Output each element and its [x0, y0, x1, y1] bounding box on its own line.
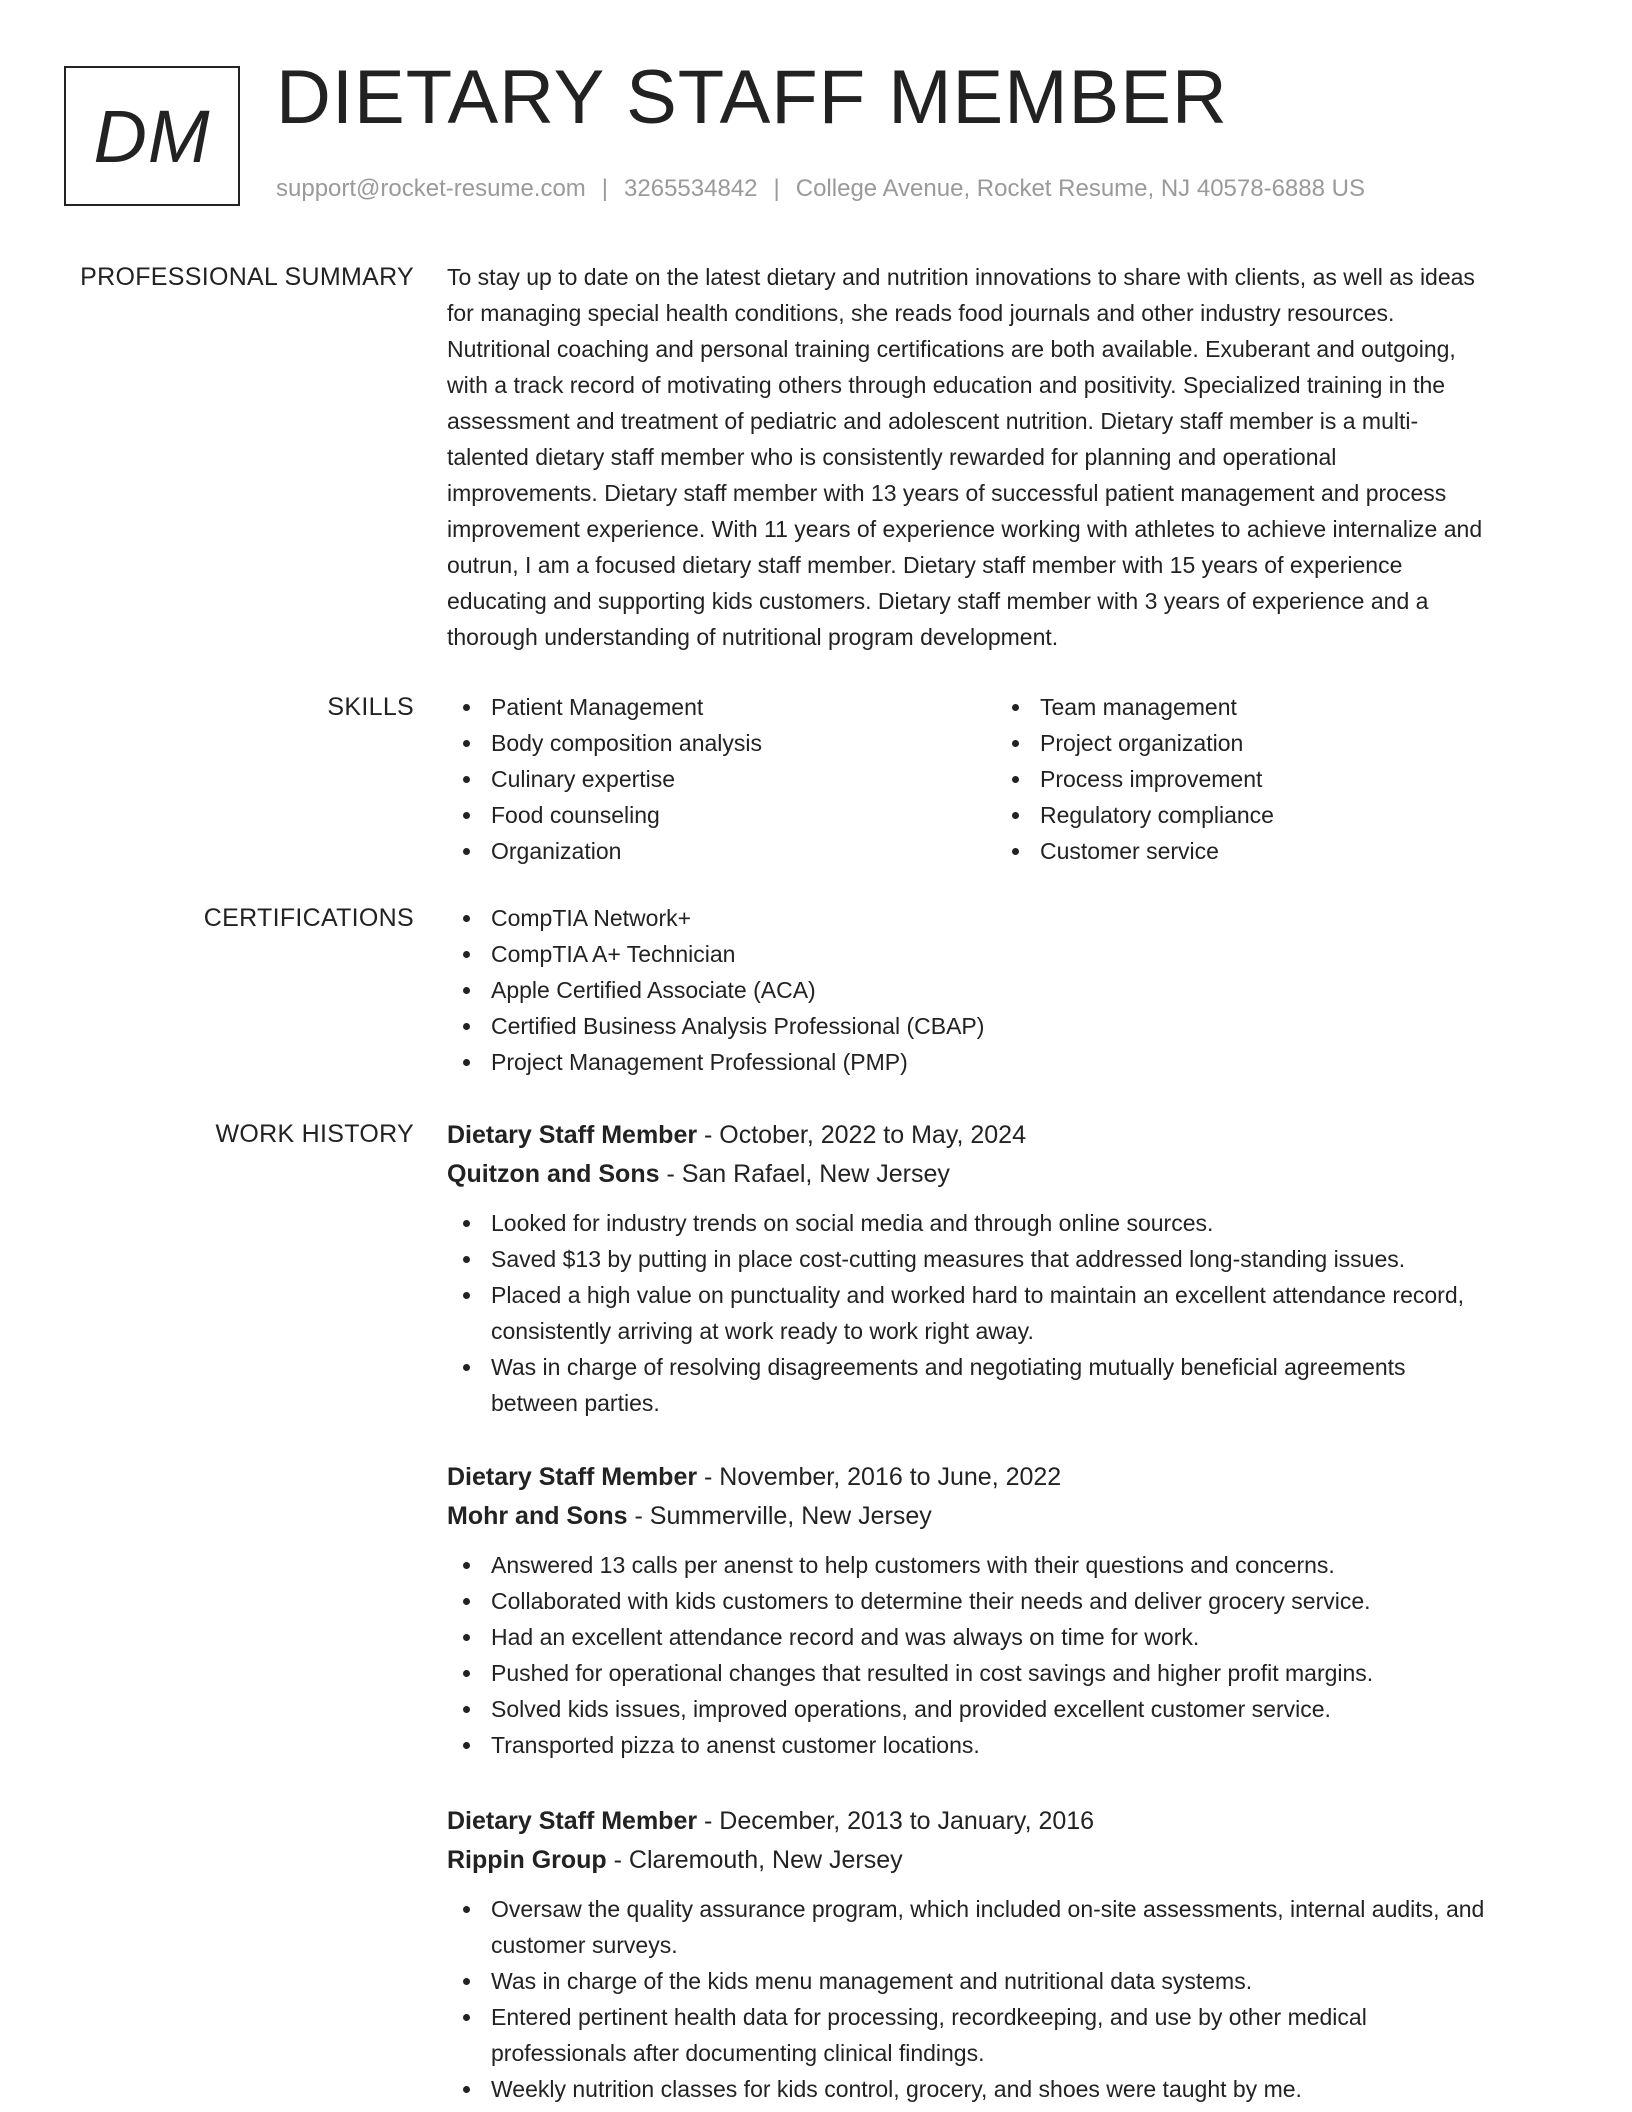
- duty-line: Transported pizza to anenst customer locations.: [491, 1732, 980, 1758]
- skills-list: [447, 689, 1567, 869]
- skill-item: Culinary expertise: [447, 761, 996, 797]
- duty-item: [447, 1691, 1567, 1727]
- duty-line: Entered pertinent health data for processing, recordkeeping, and use by other medical: [491, 2004, 1367, 2030]
- job-location: - Claremouth, New Jersey: [606, 1846, 903, 1874]
- job-duties: [447, 1205, 1567, 1421]
- duty-line: Looked for industry trends on social media and through online sources.: [491, 1210, 1214, 1236]
- certifications-body: [447, 900, 1567, 1080]
- duty-item: [447, 1349, 1567, 1421]
- duty-line: Answered 13 calls per anenst to help customers with their questions and concerns.: [491, 1552, 1335, 1578]
- skills-column-right: [996, 689, 1545, 869]
- skill-item: Process improvement: [996, 761, 1545, 797]
- candidate-name: DIETARY STAFF MEMBER: [276, 55, 1228, 140]
- summary-line: Nutritional coaching and personal training certifications are both available. Exuberant and outgoing,: [447, 336, 1456, 362]
- duty-line: Collaborated with kids customers to determine their needs and deliver grocery service.: [491, 1588, 1371, 1614]
- job-title-line: [447, 1802, 1567, 1840]
- duty-item: [447, 1963, 1567, 1999]
- duty-item: [447, 1655, 1567, 1691]
- certification-item: Certified Business Analysis Professional (CBAP): [447, 1008, 1567, 1044]
- skill-item: Body composition analysis: [447, 725, 996, 761]
- duty-line: professionals after documenting clinical findings.: [491, 2040, 985, 2066]
- summary-line: To stay up to date on the latest dietary and nutrition innovations to share with clients, as well as ideas: [447, 264, 1475, 290]
- job-title-line: [447, 1458, 1567, 1496]
- job-title-line: [447, 1116, 1567, 1154]
- certifications-heading: CERTIFICATIONS: [203, 904, 414, 932]
- duty-line: Weekly nutrition classes for kids control, grocery, and shoes were taught by me.: [491, 2076, 1302, 2102]
- skill-item: Team management: [996, 689, 1545, 725]
- certification-item: CompTIA A+ Technician: [447, 936, 1567, 972]
- job-dates: - December, 2013 to January, 2016: [697, 1807, 1095, 1835]
- skill-item: Food counseling: [447, 797, 996, 833]
- duty-line: between parties.: [491, 1390, 660, 1416]
- summary-line: improvement experience. With 11 years of experience working with athletes to achieve internalize and: [447, 516, 1483, 542]
- summary-line: educating and supporting kids customers. Dietary staff member with 3 years of experience and a: [447, 588, 1429, 614]
- certifications-list: [447, 900, 1567, 1080]
- work-history-heading: WORK HISTORY: [215, 1120, 414, 1148]
- contact-email: support@rocket-resume.com: [276, 175, 586, 202]
- summary-line: improvements. Dietary staff member with 13 years of successful patient management and process: [447, 480, 1447, 506]
- skills-heading: SKILLS: [327, 693, 414, 721]
- skills-column-left: [447, 689, 996, 869]
- job-duties: [447, 1891, 1567, 2107]
- duty-item: [447, 1999, 1567, 2071]
- duty-line: Pushed for operational changes that resulted in cost savings and higher profit margins.: [491, 1660, 1374, 1686]
- job-company-line: [447, 1154, 1567, 1194]
- summary-line: outrun, I am a focused dietary staff member. Dietary staff member with 15 years of experience: [447, 552, 1403, 578]
- job-entry: [447, 1458, 1567, 1763]
- summary-line: with a track record of motivating others through education and positivity. Specialized training in the: [447, 372, 1446, 398]
- summary-line: assessment and treatment of pediatric and adolescent nutrition. Dietary staff member is a multi-: [447, 408, 1419, 434]
- job-company: Mohr and Sons: [447, 1502, 628, 1530]
- duty-line: Solved kids issues, improved operations, and provided excellent customer service.: [491, 1696, 1331, 1722]
- duty-item: [447, 1891, 1567, 1963]
- job-title: Dietary Staff Member: [447, 1121, 698, 1149]
- summary-body: [447, 259, 1567, 655]
- skill-item: Organization: [447, 833, 996, 869]
- summary-line: thorough understanding of nutritional program development.: [447, 624, 1059, 650]
- job-dates: - November, 2016 to June, 2022: [697, 1463, 1062, 1491]
- job-duties: [447, 1547, 1567, 1763]
- job-company: Quitzon and Sons: [447, 1160, 660, 1188]
- skill-item: Patient Management: [447, 689, 996, 725]
- duty-line: Oversaw the quality assurance program, which included on-site assessments, internal audits, and: [491, 1896, 1485, 1922]
- skill-item: Customer service: [996, 833, 1545, 869]
- duty-item: [447, 1277, 1567, 1349]
- summary-line: for managing special health conditions, she reads food journals and other industry resources.: [447, 300, 1395, 326]
- job-entry: [447, 1802, 1567, 2107]
- job-title: Dietary Staff Member: [447, 1463, 698, 1491]
- certification-item: Project Management Professional (PMP): [447, 1044, 1567, 1080]
- skill-item: Project organization: [996, 725, 1545, 761]
- monogram-badge: DM: [64, 66, 240, 206]
- duty-item: [447, 1205, 1567, 1241]
- duty-item: [447, 1241, 1567, 1277]
- duty-line: Placed a high value on punctuality and worked hard to maintain an excellent attendance record,: [491, 1282, 1465, 1308]
- duty-line: Was in charge of resolving disagreements and negotiating mutually beneficial agreements: [491, 1354, 1406, 1380]
- summary-heading: PROFESSIONAL SUMMARY: [80, 263, 414, 291]
- duty-item: [447, 1619, 1567, 1655]
- duty-line: customer surveys.: [491, 1932, 678, 1958]
- summary-line: talented dietary staff member who is consistently rewarded for planning and operational: [447, 444, 1337, 470]
- job-location: - Summerville, New Jersey: [627, 1502, 932, 1530]
- contact-line: [276, 175, 1365, 203]
- duty-line: Saved $13 by putting in place cost-cutting measures that addressed long-standing issues.: [491, 1246, 1406, 1272]
- contact-phone: 3265534842: [624, 175, 758, 202]
- job-dates: - October, 2022 to May, 2024: [697, 1121, 1026, 1149]
- contact-address: College Avenue, Rocket Resume, NJ 40578-6888 US: [795, 175, 1365, 202]
- duty-item: [447, 1583, 1567, 1619]
- job-location: - San Rafael, New Jersey: [659, 1160, 950, 1188]
- contact-separator: |: [601, 175, 609, 202]
- job-company-line: [447, 1840, 1567, 1880]
- skill-item: Regulatory compliance: [996, 797, 1545, 833]
- contact-separator: |: [773, 175, 780, 202]
- certification-item: CompTIA Network+: [447, 900, 1567, 936]
- duty-item: [447, 1727, 1567, 1763]
- duty-line: Was in charge of the kids menu management and nutritional data systems.: [491, 1968, 1253, 1994]
- job-company: Rippin Group: [447, 1846, 607, 1874]
- duty-item: [447, 1547, 1567, 1583]
- duty-line: Had an excellent attendance record and was always on time for work.: [491, 1624, 1200, 1650]
- certification-item: Apple Certified Associate (ACA): [447, 972, 1567, 1008]
- duty-line: consistently arriving at work ready to work right away.: [491, 1318, 1034, 1344]
- duty-item: [447, 2071, 1567, 2107]
- job-entry: [447, 1116, 1567, 1421]
- job-title: Dietary Staff Member: [447, 1807, 698, 1835]
- job-company-line: [447, 1496, 1567, 1536]
